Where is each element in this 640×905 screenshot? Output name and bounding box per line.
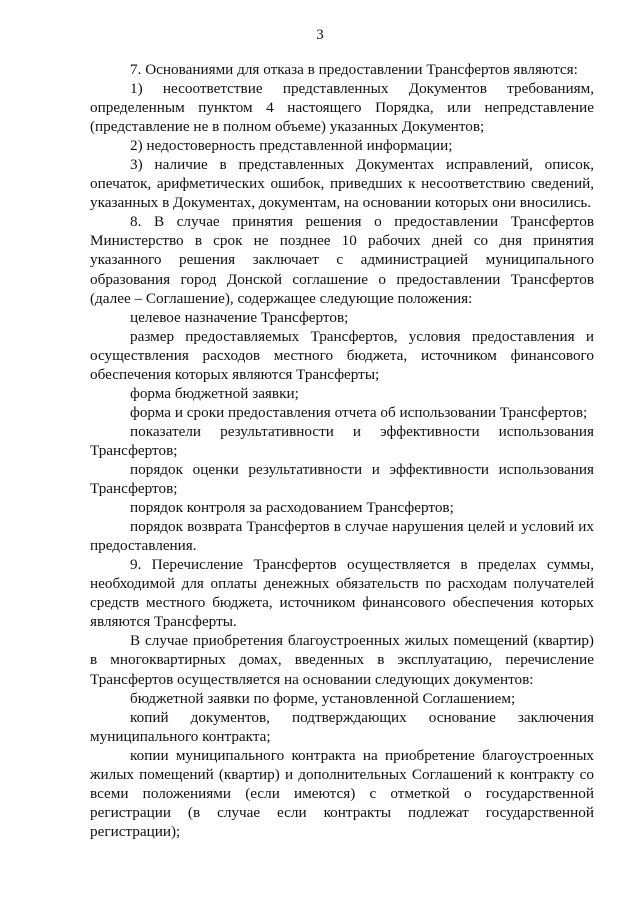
paragraph-7-item-1: 1) несоответствие представленных Документов требованиям, определенным пунктом 4 настоящего Порядка, или непредставление (представление не в полном объеме) указанных Документов; bbox=[90, 80, 594, 136]
paragraph-7-item-3: 3) наличие в представленных Документах исправлений, описок, опечаток, арифметических ошибок, приведших к несоответствию сведений, указанных в Документах, документам, на основании которых они вносились. bbox=[90, 156, 594, 212]
document-body bbox=[90, 60, 594, 841]
agreement-item-report: форма и сроки предоставления отчета об использовании Трансфертов; bbox=[130, 403, 588, 421]
paragraph-9-housing: В случае приобретения благоустроенных жилых помещений (квартир) в многоквартирных домах, введенных в эксплуатацию, перечисление Трансфертов осуществляется на основании следующих документов: bbox=[90, 632, 594, 688]
document-item-basis-copies: копий документов, подтверждающих основание заключения муниципального контракта; bbox=[90, 708, 594, 745]
document-item-request: бюджетной заявки по форме, установленной Соглашением; bbox=[130, 689, 516, 707]
agreement-item-request-form: форма бюджетной заявки; bbox=[130, 384, 299, 402]
agreement-item-control: порядок контроля за расходованием Трансфертов; bbox=[130, 499, 454, 517]
document-item-contract-copy: копии муниципального контракта на приобретение благоустроенных жилых помещений (квартир) и дополнительных Соглашений к контракту со всеми положениями (если имеются) с отметкой о государственной регистрации (в случае если контракты подлежат государственной регистрации); bbox=[90, 746, 594, 840]
agreement-item-indicators: показатели результативности и эффективности использования Трансфертов; bbox=[90, 422, 594, 459]
agreement-item-purpose: целевое назначение Трансфертов; bbox=[130, 308, 349, 326]
agreement-item-return: порядок возврата Трансфертов в случае нарушения целей и условий их предоставления. bbox=[90, 518, 594, 555]
paragraph-7-item-2: 2) недостоверность представленной информации; bbox=[130, 137, 453, 155]
paragraph-9: 9. Перечисление Трансфертов осуществляется в пределах суммы, необходимой для оплаты денежных обязательств по расходам получателей средств местного бюджета, источником финансового обеспечения которых являются Трансферты. bbox=[90, 556, 594, 631]
paragraph-8: 8. В случае принятия решения о предоставлении Трансфертов Министерство в срок не позднее 10 рабочих дней со дня принятия указанного решения заключает с администрацией муниципального образования город Донской соглашение о предоставлении Трансфертов (далее – Соглашение), содержащее следующие положения: bbox=[90, 213, 594, 307]
agreement-item-amount: размер предоставляемых Трансфертов, условия предоставления и осуществления расходов местного бюджета, источником финансового обеспечения которых являются Трансферты; bbox=[90, 327, 594, 383]
agreement-item-evaluation: порядок оценки результативности и эффективности использования Трансфертов; bbox=[90, 460, 594, 498]
page-number: 3 bbox=[316, 27, 324, 43]
paragraph-7-heading: 7. Основаниями для отказа в предоставлении Трансфертов являются: bbox=[130, 61, 578, 78]
